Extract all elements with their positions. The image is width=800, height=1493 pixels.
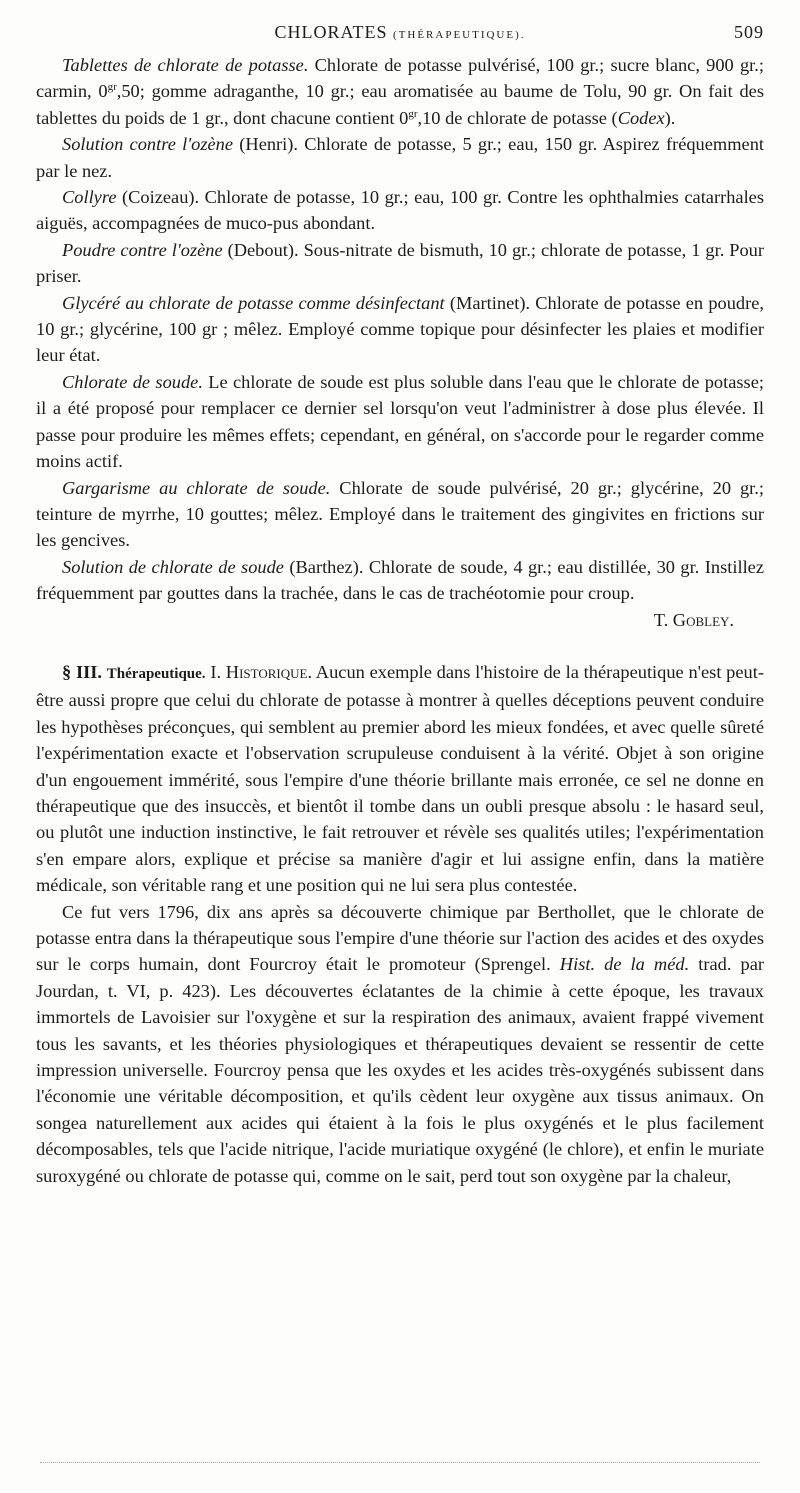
section-title: Thérapeutique.: [106, 665, 206, 682]
formula-title: Tablettes de chlorate de potasse.: [62, 55, 309, 75]
section-paragraph: § III. Thérapeutique. I. Historique. Aucun exemple dans l'histoire de la thérapeutique n'est peut-être aussi propre que celui du chlorate de potasse à montrer à quelles déceptions peuvent conduire les hypothèses préconçues, qui semblent au premier abord les mieux fondées, et avec quelle sûreté l'expérimentation exacte et l'observation scrupuleuse conduisent à la vérité. Objet à son origine d'un engouement immérité, sous l'empire d'une théorie brillante mais erronée, ce sel ne donne en thérapeutique que des insuccès, et bientôt il tombe dans un oubli presque absolu : le hasard seul, ou plutôt une induction instinctive, le fait retrouver et révèle ses qualités utiles; l'expérimentation s'en empare alors, explique et précise sa manière d'agir et lui assigne enfin, dans la matière médicale, son véritable rang et une position qui ne lui sera plus contestée.: [36, 661, 764, 896]
section-paragraph: Ce fut vers 1796, dix ans après sa découverte chimique par Berthollet, que le chlorate de potasse entra dans la thérapeutique sous l'empire d'une théorie sur l'action des acides et des oxydes sur le corps humain, dont Fourcroy était le promoteur (Sprengel. Hist. de la méd. trad. par Jourdan, t. VI, p. 423). Les découvertes éclatantes de la chimie à cette époque, les travaux immortels de Lavoisier sur l'oxygène et sur la respiration des animaux, avaient frappé vivement tous les savants, et les théories physiologiques et thérapeutiques devaient se ressentir de cette impression universelle. Fourcroy pensa que les oxydes et les acides très-oxygénés subissent dans l'économie une véritable décomposition, et qu'ils cèdent leur oxygène aux tissus animaux. On songea naturellement aux acides qui étaient à la fois le plus oxygénés et le plus facilement décomposables, tels que l'acide nitrique, l'acide muriatique oxygéné (le chlore), et enfin le muriate suroxygéné ou chlorate de potasse qui, comme on le sait, perd tout son oxygène par la chaleur,: [36, 901, 764, 1186]
page-number: 509: [734, 22, 764, 42]
formula-title: Solution contre l'ozène: [62, 134, 234, 155]
formula-title: Gargarisme au chlorate de soude.: [62, 477, 331, 498]
bottom-rule: [40, 1462, 760, 1463]
reference: Codex: [617, 107, 665, 128]
author-signature: T. Gobley.: [653, 609, 734, 630]
section-number: § III.: [62, 661, 103, 682]
formula-paragraph: Solution de chlorate de soude (Barthez). Chlorate de soude, 4 gr.; eau distillée, 30 gr. Instillez fréquemment par gouttes dans la trachée, dans le cas de trachéotomie pour croup.: [36, 556, 765, 604]
section-gap: [36, 633, 764, 659]
formula-title: Chlorate de soude.: [62, 371, 203, 392]
formula-paragraph: Gargarisme au chlorate de soude. Chlorate de soude pulvérisé, 20 gr.; glycérine, 20 gr.; teinture de myrrhe, 10 gouttes; mêlez. Employé dans le traitement des gingivites en frictions sur les gencives.: [36, 477, 764, 551]
page: [36, 22, 764, 1189]
formula-paragraph: Glycéré au chlorate de potasse comme désinfectant (Martinet). Chlorate de potasse en poudre, 10 gr.; glycérine, 100 gr ; mêlez. Employé comme topique pour désinfecter les plaies et modifier leur état.: [36, 292, 764, 366]
subsection-title: I. Historique.: [205, 661, 313, 682]
formula-title: Solution de chlorate de soude: [62, 556, 284, 577]
reference: Hist. de la méd.: [559, 954, 690, 975]
formula-paragraph: Tablettes de chlorate de potasse. Chlorate de potasse pulvérisé, 100 gr.; sucre blanc, 900 gr.; carmin, $0^{gr},50$; gomme adraganthe, 10 gr.; eau aromatisée au baume de Tolu, 90 gr. On fait des tablettes du poids de 1 gr., dont chacune contient $0^{gr},10$ de chlorate de potasse (Codex).: [36, 55, 765, 128]
formula-title: Glycéré au chlorate de potasse comme désinfectant: [62, 292, 445, 313]
formula-paragraph: Chlorate de soude. Le chlorate de soude est plus soluble dans l'eau que le chlorate de potasse; il a été proposé pour remplacer ce dernier sel lorsqu'on veut l'administrer à dose plus élevée. Il passe pour produire les mêmes effets; cependant, en général, on s'accorde pour le regarder comme moins actif.: [36, 371, 764, 472]
formula-title: Poudre contre l'ozène: [62, 239, 223, 260]
formula-paragraph: Solution contre l'ozène (Henri). Chlorate de potasse, 5 gr.; eau, 150 gr. Aspirez fréquemment par le nez.: [36, 134, 764, 181]
formula-paragraph: Collyre (Coizeau). Chlorate de potasse, 10 gr.; eau, 100 gr. Contre les ophthalmies catarrhales aiguës, accompagnées de muco-pus abondant.: [36, 187, 764, 234]
formula-paragraph: Poudre contre l'ozène (Debout). Sous-nitrate de bismuth, 10 gr.; chlorate de potasse, 1 gr. Pour priser.: [36, 239, 765, 287]
running-title: CHLORATES (THÉRAPEUTIQUE).: [274, 22, 526, 42]
running-header: [36, 22, 764, 52]
running-subtitle: (THÉRAPEUTIQUE).: [393, 29, 526, 41]
formula-title: Collyre: [62, 187, 117, 208]
